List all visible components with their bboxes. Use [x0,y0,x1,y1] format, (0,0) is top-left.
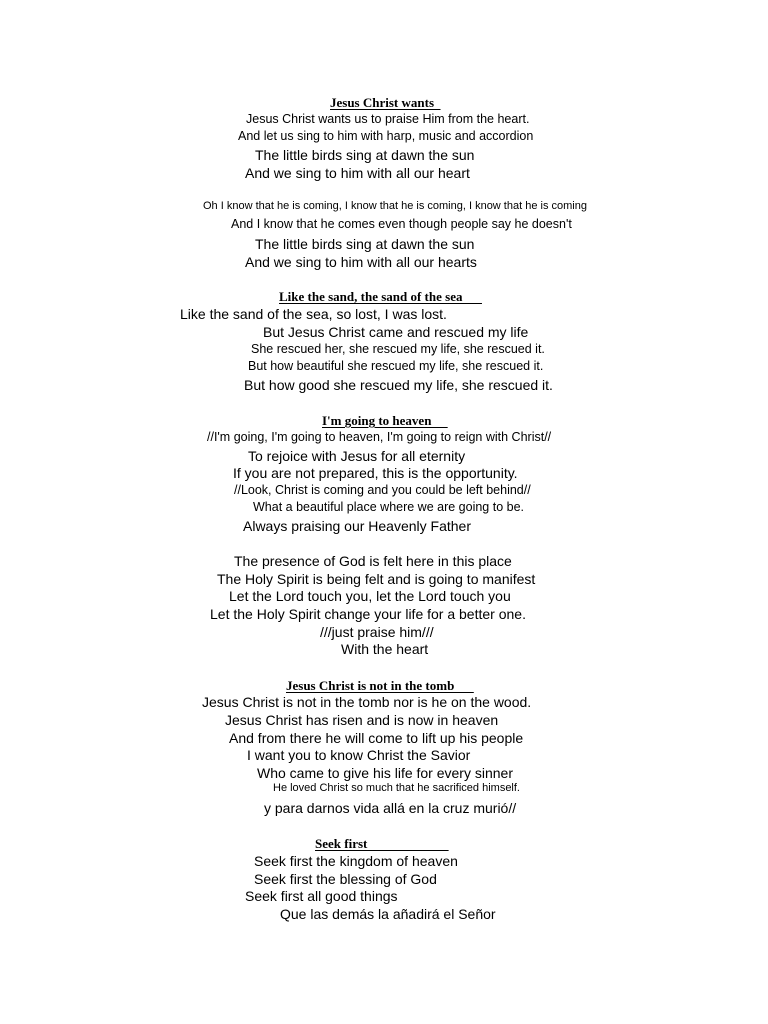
lyric-line: Always praising our Heavenly Father [243,518,471,534]
lyric-line: She rescued her, she rescued my life, she rescued it. [251,342,545,356]
lyric-line: And from there he will come to lift up his people [229,730,524,746]
lyric-line: Jesus Christ has risen and is now in heaven [225,712,499,728]
lyric-line: And we sing to him with all our heart [245,165,470,181]
lyric-line: Seek first the blessing of God [254,871,437,887]
lyric-line: But how good she rescued my life, she rescued it. [244,377,553,393]
song-title: Seek first [315,836,449,851]
lyric-line: The presence of God is felt here in this place [234,553,512,569]
lyric-line: If you are not prepared, this is the opportunity. [233,465,518,481]
lyric-line: The little birds sing at dawn the sun [255,147,475,163]
lyric-line: And we sing to him with all our hearts [245,254,477,270]
lyric-line: To rejoice with Jesus for all eternity [248,448,466,464]
lyric-line: And let us sing to him with harp, music and accordion [238,129,534,143]
lyric-line: Jesus Christ wants us to praise Him from the heart. [246,112,530,126]
lyric-line: The Holy Spirit is being felt and is going to manifest [217,571,536,587]
song-title: Jesus Christ wants [330,95,441,110]
lyric-line: Seek first all good things [245,888,398,904]
lyric-line: Like the sand of the sea, so lost, I was lost. [180,306,447,322]
song-title: Like the sand, the sand of the sea [279,289,482,304]
lyric-line: Que las demás la añadirá el Señor [280,906,496,922]
song-title: I'm going to heaven [322,413,448,428]
lyric-line: //I'm going, I'm going to heaven, I'm going to reign with Christ// [207,430,552,444]
lyric-line: I want you to know Christ the Savior [247,747,471,763]
lyric-line: //Look, Christ is coming and you could be left behind// [234,483,531,497]
lyric-line: But how beautiful she rescued my life, she rescued it. [248,359,544,373]
lyric-line: Who came to give his life for every sinner [257,765,513,781]
lyric-line: With the heart [341,641,429,657]
lyric-line: But Jesus Christ came and rescued my life [263,324,529,340]
lyric-line: Seek first the kingdom of heaven [254,853,458,869]
lyric-line: He loved Christ so much that he sacrificed himself. [273,782,520,794]
lyric-line: Let the Holy Spirit change your life for a better one. [210,606,526,622]
lyric-line: ///just praise him/// [320,624,434,640]
lyric-line: The little birds sing at dawn the sun [255,236,475,252]
lyric-line: Oh I know that he is coming, I know that he is coming, I know that he is coming [203,200,587,212]
lyric-line: What a beautiful place where we are going to be. [253,500,525,514]
lyric-line: y para darnos vida allá en la cruz murió// [264,800,517,816]
lyric-line: And I know that he comes even though people say he doesn't [231,217,572,231]
lyric-line: Jesus Christ is not in the tomb nor is he on the wood. [202,694,532,710]
lyric-line: Let the Lord touch you, let the Lord touch you [229,588,511,604]
song-title: Jesus Christ is not in the tomb [286,678,474,693]
